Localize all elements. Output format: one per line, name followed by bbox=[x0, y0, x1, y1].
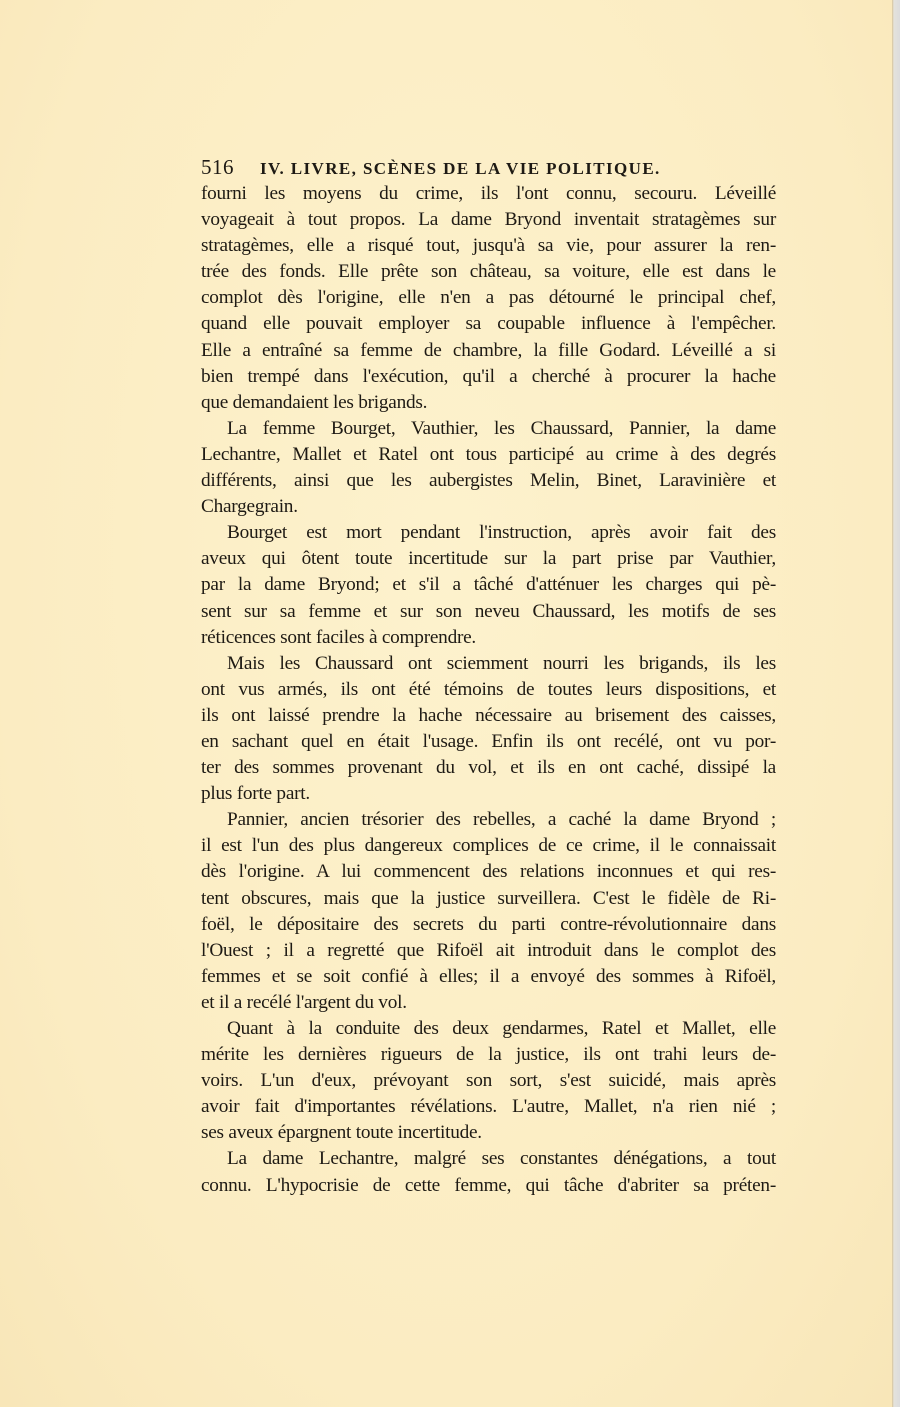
text-line: en sachant quel en était l'usage. Enfin ils ont recélé, ont vu por- bbox=[201, 730, 776, 752]
text-line: La dame Lechantre, malgré ses constantes dénégations, a tout bbox=[227, 1148, 776, 1170]
text-line: stratagèmes, elle a risqué tout, jusqu'à sa vie, pour assurer la ren- bbox=[201, 235, 776, 257]
text-line: aveux qui ôtent toute incertitude sur la part prise par Vauthier, bbox=[201, 548, 776, 570]
text-line: que demandaient les brigands. bbox=[201, 391, 428, 413]
text-line: Chargegrain. bbox=[201, 496, 298, 518]
running-head bbox=[201, 154, 776, 182]
paragraph bbox=[201, 1146, 776, 1198]
text-line: femmes et se soit confié à elles; il a envoyé des sommes à Rifoël, bbox=[201, 965, 776, 987]
text-line: Pannier, ancien trésorier des rebelles, a caché la dame Bryond ; bbox=[227, 809, 776, 831]
paragraph bbox=[201, 1016, 776, 1146]
text-line: quand elle pouvait employer sa coupable influence à l'empêcher. bbox=[201, 313, 776, 335]
text-line: sent sur sa femme et sur son neveu Chaussard, les motifs de ses bbox=[201, 600, 776, 622]
text-line: mérite les dernières rigueurs de la justice, ils ont trahi leurs de- bbox=[201, 1044, 776, 1066]
text-line: ter des sommes provenant du vol, et ils en ont caché, dissipé la bbox=[201, 757, 776, 779]
page-edge bbox=[892, 0, 900, 1407]
paragraph bbox=[201, 520, 776, 650]
text-line: et il a recélé l'argent du vol. bbox=[201, 991, 407, 1013]
paragraph bbox=[201, 181, 776, 416]
text-line: Bourget est mort pendant l'instruction, après avoir fait des bbox=[227, 522, 776, 544]
text-line: dès l'origine. A lui commencent des relations inconnues et qui res- bbox=[201, 861, 776, 883]
page-number: 516 bbox=[201, 155, 234, 179]
body-text bbox=[201, 181, 776, 1199]
text-line: fourni les moyens du crime, ils l'ont connu, secouru. Léveillé bbox=[201, 183, 776, 204]
text-line: plus forte part. bbox=[201, 783, 310, 805]
text-line: voirs. L'un d'eux, prévoyant son sort, s'est suicidé, mais après bbox=[201, 1070, 776, 1092]
text-line: ses aveux épargnent toute incertitude. bbox=[201, 1122, 482, 1144]
text-line: trée des fonds. Elle prête son château, sa voiture, elle est dans le bbox=[201, 261, 776, 283]
paragraph bbox=[201, 416, 776, 520]
paragraph bbox=[201, 807, 776, 1016]
text-line: Quant à la conduite des deux gendarmes, Ratel et Mallet, elle bbox=[227, 1018, 776, 1039]
text-line: complot dès l'origine, elle n'en a pas détourné le principal chef, bbox=[201, 287, 776, 309]
text-line: ils ont laissé prendre la hache nécessaire au brisement des caisses, bbox=[201, 704, 776, 726]
paragraph bbox=[201, 651, 776, 808]
text-line: bien trempé dans l'exécution, qu'il a cherché à procurer la hache bbox=[201, 365, 776, 387]
text-line: différents, ainsi que les aubergistes Melin, Binet, Laravinière et bbox=[201, 470, 776, 492]
text-line: ont vus armés, ils ont été témoins de toutes leurs dispositions, et bbox=[201, 678, 776, 700]
text-line: tent obscures, mais que la justice surveillera. C'est le fidèle de Ri- bbox=[201, 887, 776, 909]
text-line: Elle a entraîné sa femme de chambre, la fille Godard. Léveillé a si bbox=[201, 339, 776, 361]
running-head-title: IV. LIVRE, SCÈNES DE LA VIE POLITIQUE. bbox=[260, 159, 661, 178]
text-line: connu. L'hypocrisie de cette femme, qui tâche d'abriter sa préten- bbox=[201, 1174, 776, 1196]
text-line: La femme Bourget, Vauthier, les Chaussard, Pannier, la dame bbox=[227, 417, 776, 439]
text-line: il est l'un des plus dangereux complices de ce crime, il le connaissait bbox=[201, 835, 776, 857]
text-line: Lechantre, Mallet et Ratel ont tous participé au crime à des degrés bbox=[201, 443, 776, 465]
text-line: avoir fait d'importantes révélations. L'autre, Mallet, n'a rien nié ; bbox=[201, 1096, 776, 1118]
text-line: foël, le dépositaire des secrets du parti contre-révolutionnaire dans bbox=[201, 913, 776, 935]
text-line: réticences sont faciles à comprendre. bbox=[201, 626, 477, 648]
text-line: voyageait à tout propos. La dame Bryond inventait stratagèmes sur bbox=[201, 209, 776, 231]
text-line: l'Ouest ; il a regretté que Rifoël ait introduit dans le complot des bbox=[201, 939, 776, 961]
text-line: Mais les Chaussard ont sciemment nourri les brigands, ils les bbox=[227, 652, 776, 674]
text-line: par la dame Bryond; et s'il a tâché d'atténuer les charges qui pè- bbox=[201, 574, 776, 596]
